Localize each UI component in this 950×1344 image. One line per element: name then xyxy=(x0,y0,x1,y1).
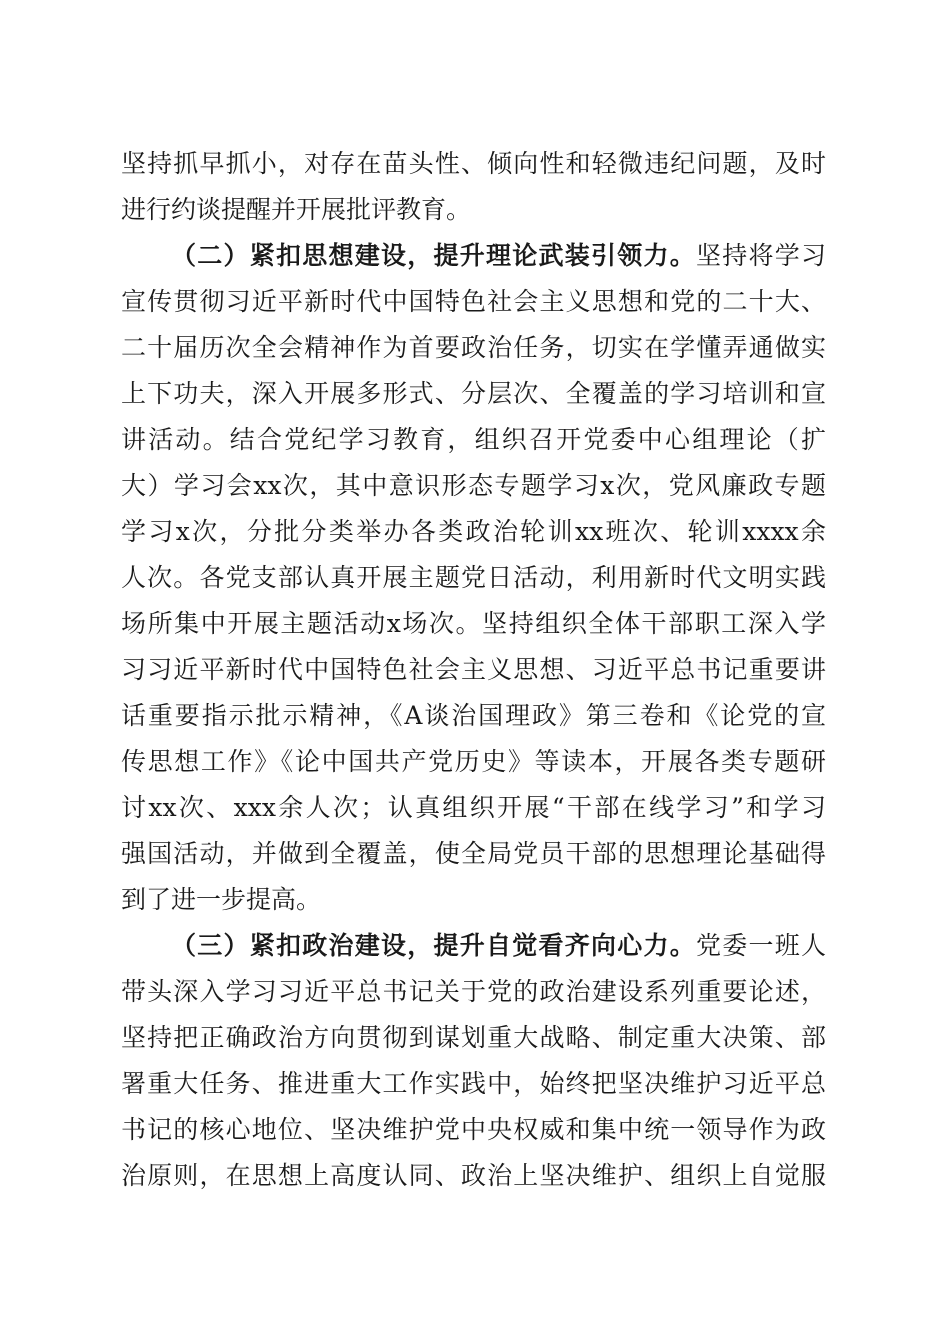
body-line: 进行约谈提醒并开展批评教育。 xyxy=(121,195,472,224)
section-3-text: 党委一班人 xyxy=(695,931,826,960)
body-line: 坚持把正确政治方向贯彻到谋划重大战略、制定重大决策、部 xyxy=(121,1023,826,1052)
body-line: 学习x次，分批分类举办各类政治轮训xx班次、轮训xxxx余 xyxy=(121,517,826,546)
body-line: 大）学习会xx次，其中意识形态专题学习x次，党风廉政专题 xyxy=(121,471,826,500)
body-line: 坚持抓早抓小，对存在苗头性、倾向性和轻微违纪问题，及时 xyxy=(121,149,826,178)
body-line: 二十届历次全会精神作为首要政治任务，切实在学懂弄通做实 xyxy=(121,333,826,362)
body-line: 习习近平新时代中国特色社会主义思想、习近平总书记重要讲 xyxy=(121,655,826,684)
body-line: 讲活动。结合党纪学习教育，组织召开党委中心组理论（扩 xyxy=(121,425,826,454)
section-2-heading: （二）紧扣思想建设，提升理论武装引领力。 xyxy=(171,241,696,270)
body-line: 强国活动，并做到全覆盖，使全局党员干部的思想理论基础得 xyxy=(121,839,826,868)
section-3-heading: （三）紧扣政治建设，提升自觉看齐向心力。 xyxy=(171,931,696,960)
section-2-paragraph-start xyxy=(171,236,826,276)
section-2-text: 坚持将学习 xyxy=(695,241,826,270)
body-line: 宣传贯彻习近平新时代中国特色社会主义思想和党的二十大、 xyxy=(121,287,826,316)
body-line: 讨xx次、xxx余人次；认真组织开展“干部在线学习”和学习 xyxy=(121,793,826,822)
body-line: 上下功夫，深入开展多形式、分层次、全覆盖的学习培训和宣 xyxy=(121,379,826,408)
body-line: 书记的核心地位、坚决维护党中央权威和集中统一领导作为政 xyxy=(121,1115,826,1144)
body-line: 人次。各党支部认真开展主题党日活动，利用新时代文明实践 xyxy=(121,563,826,592)
body-line: 治原则，在思想上高度认同、政治上坚决维护、组织上自觉服 xyxy=(121,1161,826,1190)
body-line: 到了进一步提高。 xyxy=(121,885,322,914)
body-line: 带头深入学习习近平总书记关于党的政治建设系列重要论述， xyxy=(121,977,826,1006)
body-line: 话重要指示批示精神，《A谈治国理政》第三卷和《论党的宣 xyxy=(121,701,826,730)
body-line: 场所集中开展主题活动x场次。坚持组织全体干部职工深入学 xyxy=(121,609,826,638)
section-3-paragraph-start xyxy=(171,926,826,966)
body-line: 传思想工作》《论中国共产党历史》等读本，开展各类专题研 xyxy=(121,747,826,776)
body-line: 署重大任务、推进重大工作实践中，始终把坚决维护习近平总 xyxy=(121,1069,826,1098)
